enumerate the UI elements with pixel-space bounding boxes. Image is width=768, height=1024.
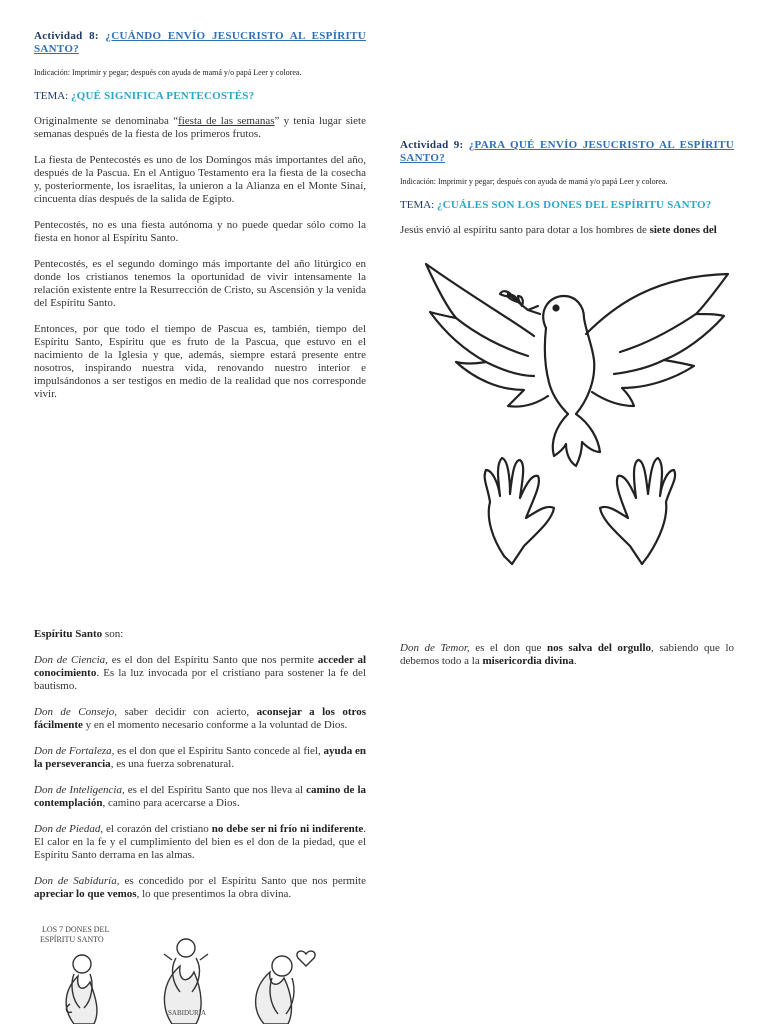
don-highlight: acceder al conocimiento bbox=[34, 654, 367, 679]
don-name: Don de Sabiduría, bbox=[34, 875, 120, 887]
don-highlight: nos salva del orgullo bbox=[546, 642, 652, 654]
don-highlight: aconsejar a los otros fácilmente bbox=[34, 706, 366, 731]
activity-9-label: Actividad 9: bbox=[400, 139, 464, 151]
lead-bold: Espíritu Santo bbox=[34, 628, 103, 640]
seven-gifts-illustration bbox=[34, 920, 334, 1024]
activity-8-section bbox=[34, 30, 366, 414]
don-highlight: apreciar lo que vemos bbox=[34, 888, 137, 900]
don-ciencia bbox=[34, 654, 366, 693]
activity-8-title-link[interactable]: ¿CUÁNDO ENVÍO JESUCRISTO AL ESPÍRITU SANTO? bbox=[34, 30, 366, 55]
don-text: . bbox=[573, 655, 577, 667]
paragraph-3: Pentecostés, no es una fiesta autónoma y no puede quedar sólo como la fiesta en honor al Espíritu Santo. bbox=[34, 219, 366, 244]
don-text: es el don que el Espíritu Santo concede al fiel, bbox=[114, 745, 324, 757]
paragraph-5: Entonces, por que todo el tiempo de Pascua es, también, tiempo del Espíritu Santo, Espíritu que es fruto de la Pascua, que estuvo en el nacimiento de la Iglesia y que, además, siempre estará presente entre nosotros, inspirando nuestra vida, renovando nuestro interior e impulsándonos a ser testigos en medio de la realidad que nos corresponde vivir. bbox=[34, 323, 366, 400]
don-temor-section bbox=[400, 642, 734, 681]
don-highlight: ayuda en la perseverancia bbox=[34, 745, 367, 770]
don-temor bbox=[400, 642, 734, 668]
topic-label: TEMA: bbox=[400, 199, 435, 211]
activity-8-topic bbox=[34, 90, 366, 103]
dove-and-hands-illustration bbox=[416, 256, 736, 586]
p1-text-a: Originalmente se denominaba “ bbox=[34, 115, 179, 127]
p1-underlined: fiesta de las semanas bbox=[178, 115, 275, 127]
activity-9-heading bbox=[400, 139, 734, 165]
activity-8-heading bbox=[34, 30, 366, 56]
activity-9-section bbox=[400, 139, 734, 250]
don-name: Don de Ciencia, bbox=[34, 654, 108, 666]
don-name: Don de Consejo, bbox=[34, 706, 118, 718]
paragraph-2: La fiesta de Pentecostés es uno de los Domingos más importantes del año, después de la Pascua. En el Antiguo Testamento era la fiesta de la cosecha y, posteriormente, los israelitas, la unieron a la Alianza en el Monte Sinaí, cincuenta días después de la salida de Egipto. bbox=[34, 154, 366, 205]
topic-label: TEMA: bbox=[34, 90, 69, 102]
graphic-caption-line1: LOS 7 DONES DEL bbox=[42, 925, 110, 934]
dones-lead bbox=[34, 628, 366, 641]
don-text: es el don del Espíritu Santo que nos permite bbox=[107, 654, 318, 666]
don-fortaleza bbox=[34, 745, 366, 771]
don-text: . Es la luz invocada por el cristiano para sostener la fe del bautismo. bbox=[34, 667, 366, 692]
topic-question: ¿QUÉ SIGNIFICA PENTECOSTÉS? bbox=[70, 90, 255, 102]
don-sabiduria bbox=[34, 875, 366, 901]
graphic-figure-label: SABIDURÍA bbox=[168, 1009, 207, 1017]
don-text: , es una fuerza sobrenatural. bbox=[110, 758, 235, 770]
intro-bold: siete dones del bbox=[649, 224, 717, 236]
lead-text: son: bbox=[102, 628, 124, 640]
don-name: Don de Temor, bbox=[400, 642, 470, 654]
intro-text: Jesús envió al espíritu santo para dotar a los hombres de bbox=[400, 224, 650, 236]
don-name: Don de Piedad, bbox=[34, 823, 104, 835]
topic-question: ¿CUÁLES SON LOS DONES DEL ESPÍRITU SANTO? bbox=[436, 199, 712, 211]
don-text: es el don que bbox=[469, 642, 547, 654]
don-highlight: camino de la contemplación bbox=[34, 784, 366, 809]
don-text: , lo que presentimos la obra divina. bbox=[136, 888, 292, 900]
activity-9-topic bbox=[400, 199, 734, 212]
don-highlight: no debe ser ni frío ni indiferente bbox=[211, 823, 364, 835]
dones-list-section bbox=[34, 628, 366, 914]
don-name: Don de Inteligencia, bbox=[34, 784, 125, 796]
don-text: es concedido por el Espíritu Santo que nos permite bbox=[119, 875, 366, 887]
don-inteligencia bbox=[34, 784, 366, 810]
don-highlight: misericordia divina bbox=[482, 655, 574, 667]
don-piedad bbox=[34, 823, 366, 862]
don-text: saber decidir con acierto, bbox=[117, 706, 257, 718]
don-text: , sabiendo que lo debemos todo a la bbox=[400, 642, 735, 667]
paragraph-4: Pentecostés, es el segundo domingo más importante del año litúrgico en donde los cristianos tenemos la oportunidad de vivir intensamente la relación existente entre la Resurrección de Cristo, su Ascensión y la venida del Espíritu Santo. bbox=[34, 258, 366, 309]
don-text: el corazón del cristiano bbox=[103, 823, 212, 835]
don-consejo bbox=[34, 706, 366, 732]
paragraph-1 bbox=[34, 115, 366, 141]
activity-9-intro bbox=[400, 224, 734, 237]
p1-text-b: ” y tenía lugar siete semanas después de la fiesta de los primeros frutos. bbox=[34, 115, 366, 140]
graphic-caption-line2: ESPÍRITU SANTO bbox=[40, 935, 104, 944]
don-text: . El calor en la fe y el cumplimiento del bien es el don de la piedad, que el Espíritu Santo derrama en las almas. bbox=[34, 823, 366, 861]
activity-9-instruction: Indicación: Imprimir y pegar; después con ayuda de mamá y/o papá Leer y colorea. bbox=[400, 177, 668, 186]
activity-9-title-link[interactable]: ¿PARA QUÉ ENVÍO JESUCRISTO AL ESPÍRITU SANTO? bbox=[400, 139, 734, 164]
don-text: y en el momento necesario conforme a la voluntad de Dios. bbox=[82, 719, 348, 731]
don-text: , camino para acercarse a Dios. bbox=[102, 797, 240, 809]
activity-8-label: Actividad 8: bbox=[34, 30, 99, 42]
don-name: Don de Fortaleza, bbox=[34, 745, 115, 757]
activity-8-instruction: Indicación: Imprimir y pegar; después con ayuda de mamá y/o papá Leer y colorea. bbox=[34, 68, 302, 77]
don-text: es el del Espíritu Santo que nos lleva al bbox=[124, 784, 307, 796]
